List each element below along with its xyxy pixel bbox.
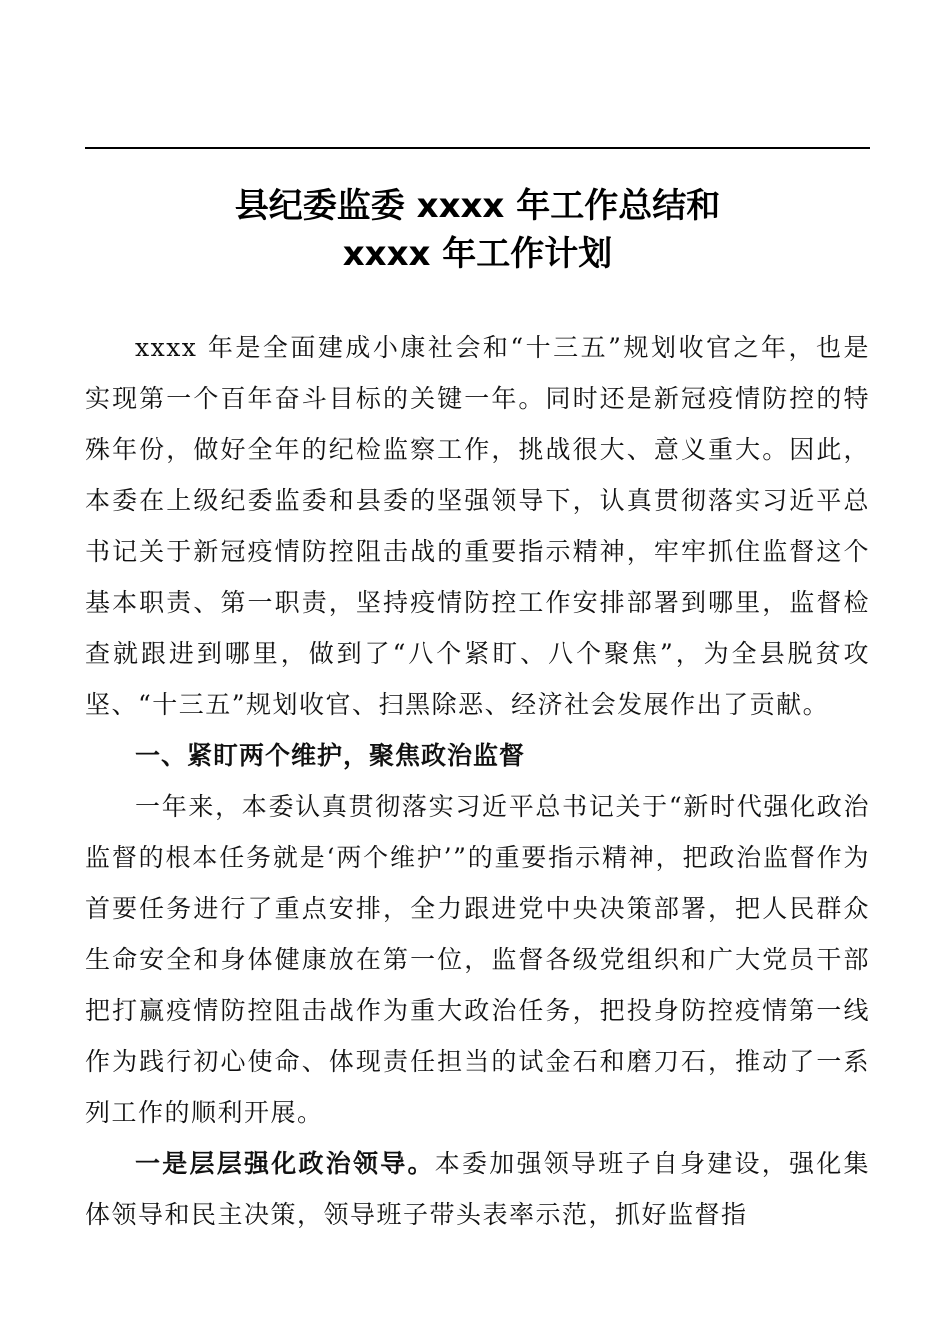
section-1-paragraph: 一年来，本委认真贯彻落实习近平总书记关于“新时代强化政治监督的根本任务就是‘两个维护’”的重要指示精神，把政治监督作为首要任务进行了重点安排，全力跟进党中央决策部署，把人民群众生命安全和身体健康放在第一位，监督各级党组织和广大党员干部把打赢疫情防控阻击战作为重大政治任务，把投身防控疫情第一线作为践行初心使命、体现责任担当的试金石和磨刀石，推动了一系列工作的顺利开展。 — [85, 792, 870, 1127]
header-rule — [85, 147, 870, 149]
point-1-paragraph — [85, 1138, 870, 1240]
document-body — [85, 322, 870, 1240]
title-line-1: 县纪委监委 xxxx 年工作总结和 — [234, 186, 721, 226]
document-title — [85, 182, 870, 278]
intro-paragraph: xxxx 年是全面建成小康社会和“十三五”规划收官之年，也是实现第一个百年奋斗目标的关键一年。同时还是新冠疫情防控的特殊年份，做好全年的纪检监察工作，挑战很大、意义重大。因此，本委在上级纪委监委和县委的坚强领导下，认真贯彻落实习近平总书记关于新冠疫情防控阻击战的重要指示精神，牢牢抓住监督这个基本职责、第一职责，坚持疫情防控工作安排部署到哪里，监督检查就跟进到哪里，做到了“八个紧盯、八个聚焦”，为全县脱贫攻坚、“十三五”规划收官、扫黑除恶、经济社会发展作出了贡献。 — [85, 333, 870, 719]
point-1-lead: 一是层层强化政治领导。 — [135, 1149, 435, 1178]
title-line-2: xxxx 年工作计划 — [342, 234, 613, 274]
point-1-text: 本委加强领导班子自身建设，强化集体领导和民主决策，领导班子带头表率示范，抓好监督指 — [85, 1149, 870, 1229]
section-1-heading: 一、紧盯两个维护，聚焦政治监督 — [135, 741, 526, 770]
